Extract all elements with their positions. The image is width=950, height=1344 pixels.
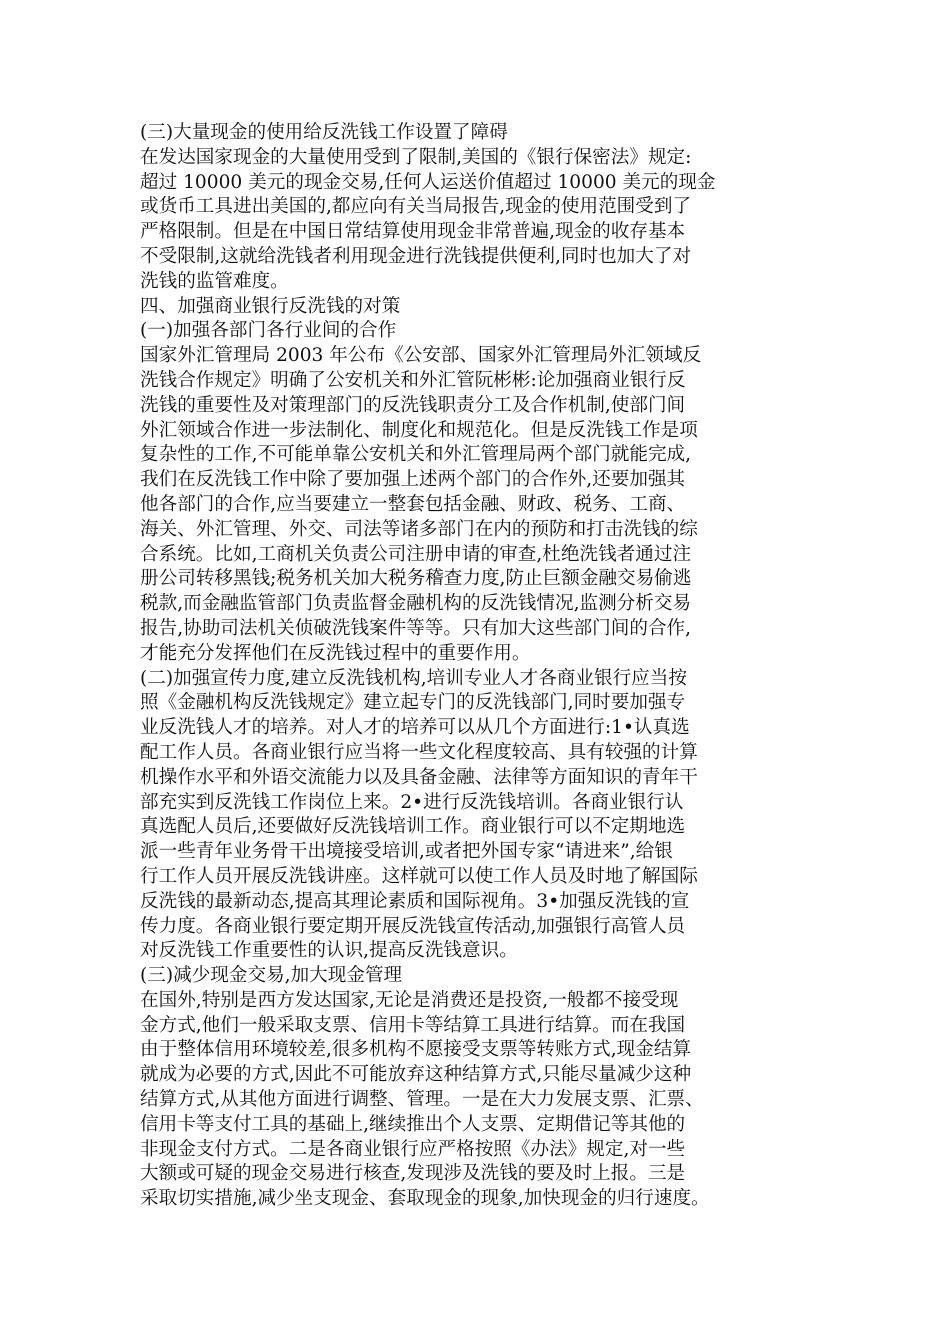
text-line: 洗钱合作规定》明确了公安机关和外汇管阮彬彬:论加强商业银行反 bbox=[140, 369, 686, 391]
text-line: 非现金支付方式。二是各商业银行应严格按照《办法》规定,对一些 bbox=[140, 1138, 686, 1160]
text-line: 合系统。比如,工商机关负责公司注册申请的审查,杜绝洗钱者通过注 bbox=[140, 543, 692, 565]
text-line: 真选配人员后,还要做好反洗钱培训工作。商业银行可以不定期地选 bbox=[140, 816, 686, 838]
subsection-heading-publicity-training: (二)加强宣传力度,建立反洗钱机构,培训专业人才各商业银行应当按 bbox=[140, 667, 687, 689]
text-line: 由于整体信用环境较差,很多机构不愿接受支票等转账方式,现金结算 bbox=[140, 1039, 692, 1061]
text-line: 在国外,特别是西方发达国家,无论是消费还是投资,一般都不接受现 bbox=[140, 989, 679, 1011]
text-line: 国家外汇管理局 2003 年公布《公安部、国家外汇管理局外汇领域反 bbox=[140, 345, 702, 367]
text-line: 册公司转移黑钱;税务机关加大税务稽查力度,防止巨额金融交易偷逃 bbox=[140, 568, 692, 590]
text-line: 超过 10000 美元的现金交易,任何人运送价值超过 10000 美元的现金 bbox=[140, 171, 716, 193]
text-line: 金方式,他们一般采取支票、信用卡等结算工具进行结算。而在我国 bbox=[140, 1014, 686, 1036]
text-line: 才能充分发挥他们在反洗钱过程中的重要作用。 bbox=[140, 642, 531, 664]
text-line: 报告,协助司法机关侦破洗钱案件等等。只有加大这些部门间的合作, bbox=[140, 617, 692, 639]
text-line: 部充实到反洗钱工作岗位上来。2•进行反洗钱培训。各商业银行认 bbox=[140, 791, 684, 813]
text-line: 就成为必要的方式,因此不可能放弃这种结算方式,只能尽量减少这种 bbox=[140, 1064, 692, 1086]
text-line: 传力度。各商业银行要定期开展反洗钱宣传活动,加强银行高管人员 bbox=[140, 915, 686, 937]
text-line: 反洗钱的最新动态,提高其理论素质和国际视角。3•加强反洗钱的宣 bbox=[140, 890, 690, 912]
text-line: 或货币工具进出美国的,都应向有关当局报告,现金的使用范围受到了 bbox=[140, 196, 692, 218]
text-line: 税款,而金融监管部门负责监督金融机构的反洗钱情况,监测分析交易 bbox=[140, 593, 692, 615]
text-line: 不受限制,这就给洗钱者利用现金进行洗钱提供便利,同时也加大了对 bbox=[140, 245, 692, 267]
text-line: 结算方式,从其他方面进行调整、管理。一是在大力发展支票、汇票、 bbox=[140, 1089, 704, 1111]
subsection-heading-cash-management: (三)减少现金交易,加大现金管理 bbox=[140, 965, 403, 987]
text-line: 业反洗钱人才的培养。对人才的培养可以从几个方面进行:1•认真选 bbox=[140, 717, 690, 739]
section-heading-countermeasures: 四、加强商业银行反洗钱的对策 bbox=[140, 295, 401, 317]
text-line: 照《金融机构反洗钱规定》建立起专门的反洗钱部门,同时要加强专 bbox=[140, 692, 686, 714]
text-line: 复杂性的工作,不可能单靠公安机关和外汇管理局两个部门就能完成, bbox=[140, 444, 692, 466]
text-line: 行工作人员开展反洗钱讲座。这样就可以使工作人员及时地了解国际 bbox=[140, 865, 698, 887]
text-line: 配工作人员。各商业银行应当将一些文化程度较高、具有较强的计算 bbox=[140, 741, 698, 763]
text-line: 机操作水平和外语交流能力以及具备金融、法律等方面知识的青年干 bbox=[140, 766, 698, 788]
text-line: 洗钱的重要性及对策理部门的反洗钱职责分工及合作机制,使部门间 bbox=[140, 394, 686, 416]
section-heading-cash-obstacle: (三)大量现金的使用给反洗钱工作设置了障碍 bbox=[140, 122, 508, 143]
text-line: 洗钱的监管难度。 bbox=[140, 270, 289, 292]
text-line: 在发达国家现金的大量使用受到了限制,美国的《银行保密法》规定: bbox=[140, 146, 692, 168]
subsection-heading-cooperation: (一)加强各部门各行业间的合作 bbox=[140, 320, 397, 342]
text-line: 对反洗钱工作重要性的认识,提高反洗钱意识。 bbox=[140, 940, 518, 962]
document-page bbox=[140, 121, 820, 1212]
text-line: 严格限制。但是在中国日常结算使用现金非常普遍,现金的收存基本 bbox=[140, 221, 686, 243]
text-line: 大额或可疑的现金交易进行核查,发现涉及洗钱的要及时上报。三是 bbox=[140, 1163, 686, 1185]
text-line: 外汇领域合作进一步法制化、制度化和规范化。但是反洗钱工作是项 bbox=[140, 419, 698, 441]
text-line: 派一些青年业务骨干出境接受培训,或者把外国专家“请进来”,给银 bbox=[140, 841, 673, 863]
text-line: 采取切实措施,减少坐支现金、套取现金的现象,加快现金的归行速度。 bbox=[140, 1188, 710, 1210]
text-line: 信用卡等支付工具的基础上,继续推出个人支票、定期借记等其他的 bbox=[140, 1113, 686, 1135]
text-line: 海关、外汇管理、外交、司法等诸多部门在内的预防和打击洗钱的综 bbox=[140, 518, 698, 540]
text-line: 他各部门的合作,应当要建立一整套包括金融、财政、税务、工商、 bbox=[140, 493, 686, 515]
text-line: 我们在反洗钱工作中除了要加强上述两个部门的合作外,还要加强其 bbox=[140, 469, 686, 491]
